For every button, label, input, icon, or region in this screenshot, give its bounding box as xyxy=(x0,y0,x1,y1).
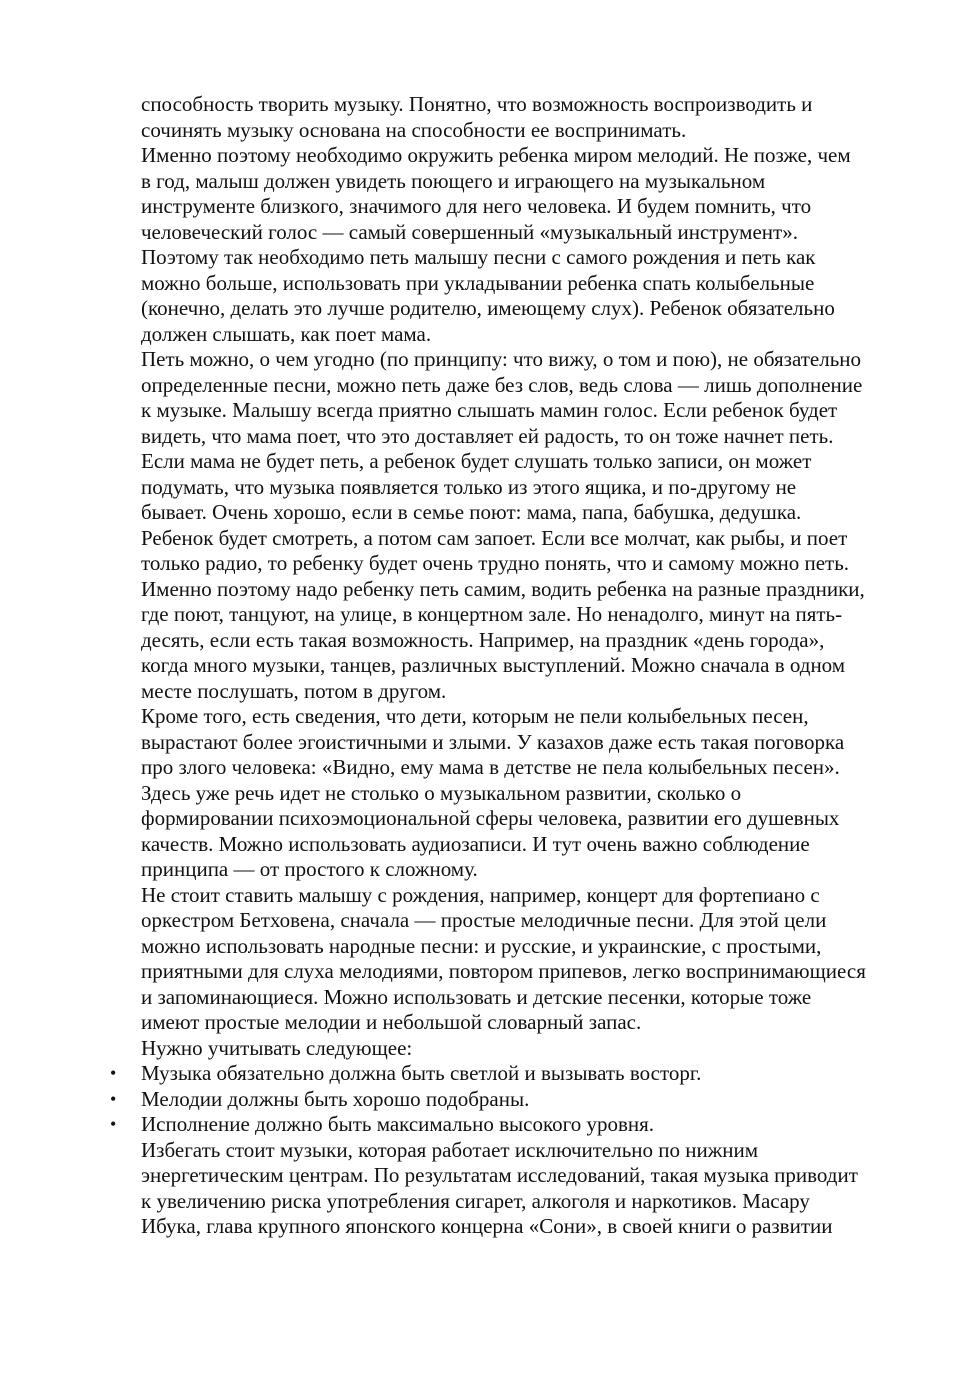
text-line: десять, если есть такая возможность. Например, на праздник «день города», xyxy=(141,627,825,652)
text-line: инструменте близкого, значимого для него человека. И будем помнить, что xyxy=(141,194,812,218)
text-line: качеств. Можно использовать аудиозаписи. И тут очень важно соблюдение xyxy=(141,831,810,856)
text-line: к увеличению риска употребления сигарет, алкоголя и наркотиков. Масару xyxy=(141,1188,810,1213)
text-line: принципа — от простого к сложному. xyxy=(141,857,478,881)
text-line: (конечно, делать это лучше родителю, имеющему слух). Ребенок обязательно xyxy=(141,296,835,320)
bullet-icon: • xyxy=(110,1063,117,1083)
bullet-icon: • xyxy=(110,1088,117,1109)
bullet-text: Мелодии должны быть хорошо подобраны. xyxy=(141,1086,530,1111)
bullet-text: Музыка обязательно должна быть светлой и вызывать восторг. xyxy=(141,1061,702,1085)
text-line: определенные песни, можно петь даже без слов, ведь слова — лишь дополнение xyxy=(141,372,863,397)
text-line: к музыке. Малышу всегда приятно слышать мамин голос. Если ребенок будет xyxy=(141,398,838,422)
document-body xyxy=(110,92,921,1240)
text-line: только радио, то ребенку будет очень трудно понять, что и самому можно петь. xyxy=(141,551,850,575)
text-line: оркестром Бетховена, сначала — простые мелодичные песни. Для этой цели xyxy=(141,908,827,932)
text-line: Именно поэтому необходимо окружить ребенка миром мелодий. Не позже, чем xyxy=(141,143,851,167)
text-line: можно использовать народные песни: и русские, и украинские, с простыми, xyxy=(141,933,822,958)
text-line: Ибука, глава крупного японского концерна «Сони», в своей книги о развитии xyxy=(141,1214,833,1238)
text-line: про злого человека: «Видно, ему мама в детстве не пела колыбельных песен». xyxy=(141,755,840,779)
text-line: энергетическим центрам. По результатам исследований, такая музыка приводит xyxy=(141,1163,858,1187)
bullet-icon: • xyxy=(110,1114,117,1134)
bullet-item xyxy=(110,1112,921,1138)
text-line: когда много музыки, танцев, различных выступлений. Можно сначала в одном xyxy=(141,653,846,677)
text-line: Кроме того, есть сведения, что дети, которым не пели колыбельных песен, xyxy=(141,704,809,728)
text-line: Здесь уже речь идет не столько о музыкальном развитии, сколько о xyxy=(141,780,742,805)
bullet-text: Исполнение должно быть максимально высокого уровня. xyxy=(141,1112,655,1136)
text-line: человеческий голос — самый совершенный «музыкальный инструмент». xyxy=(141,219,798,244)
text-line: должен слышать, как поет мама. xyxy=(141,321,432,346)
text-line: и запоминающиеся. Можно использовать и детские песенки, которые тоже xyxy=(141,984,812,1009)
text-line: способность творить музыку. Понятно, что возможность воспроизводить и xyxy=(141,92,813,116)
text-line: можно больше, использовать при укладывании ребенка спать колыбельные xyxy=(141,270,815,295)
bullet-item xyxy=(110,1086,921,1113)
text-line: Именно поэтому надо ребенку петь самим, водить ребенка на разные праздники, xyxy=(141,576,865,601)
text-line: имеют простые мелодии и небольшой словарный запас. xyxy=(141,1010,642,1034)
text-line: подумать, что музыка появляется только из этого ящика, и по-другому не xyxy=(141,474,797,499)
text-line: Если мама не будет петь, а ребенок будет слушать только записи, он может xyxy=(141,449,812,473)
bullet-item xyxy=(110,1061,921,1087)
text-line: бывает. Очень хорошо, если в семье поют: мама, папа, бабушка, дедушка. xyxy=(141,500,802,524)
text-line: видеть, что мама поет, что это доставляет ей радость, то он тоже начнет петь. xyxy=(141,423,834,448)
text-line: формировании психоэмоциональной сферы человека, развитии его душевных xyxy=(141,806,840,830)
text-line: вырастают более эгоистичными и злыми. У казахов даже есть такая поговорка xyxy=(141,729,845,754)
text-line: Поэтому так необходимо петь малышу песни с самого рождения и петь как xyxy=(141,245,816,269)
text-line: сочинять музыку основана на способности ее воспринимать. xyxy=(141,117,687,142)
text-line: Петь можно, о чем угодно (по принципу: что вижу, о том и пою), не обязательно xyxy=(141,347,862,371)
text-line: в год, малыш должен увидеть поющего и играющего на музыкальном xyxy=(141,168,766,193)
text-line: Избегать стоит музыки, которая работает исключительно по нижним xyxy=(141,1137,759,1162)
text-line: Нужно учитывать следующее: xyxy=(141,1035,413,1060)
text-line: Ребенок будет смотреть, а потом сам запоет. Если все молчат, как рыбы, и поет xyxy=(141,525,848,550)
text-line: где поют, танцуют, на улице, в концертном зале. Но ненадолго, минут на пять- xyxy=(141,602,843,626)
text-line: Не стоит ставить малышу с рождения, например, концерт для фортепиано с xyxy=(141,882,820,907)
text-line: приятными для слуха мелодиями, повтором припевов, легко воспринимающиеся xyxy=(141,959,866,983)
text-line: месте послушать, потом в другом. xyxy=(141,678,447,703)
